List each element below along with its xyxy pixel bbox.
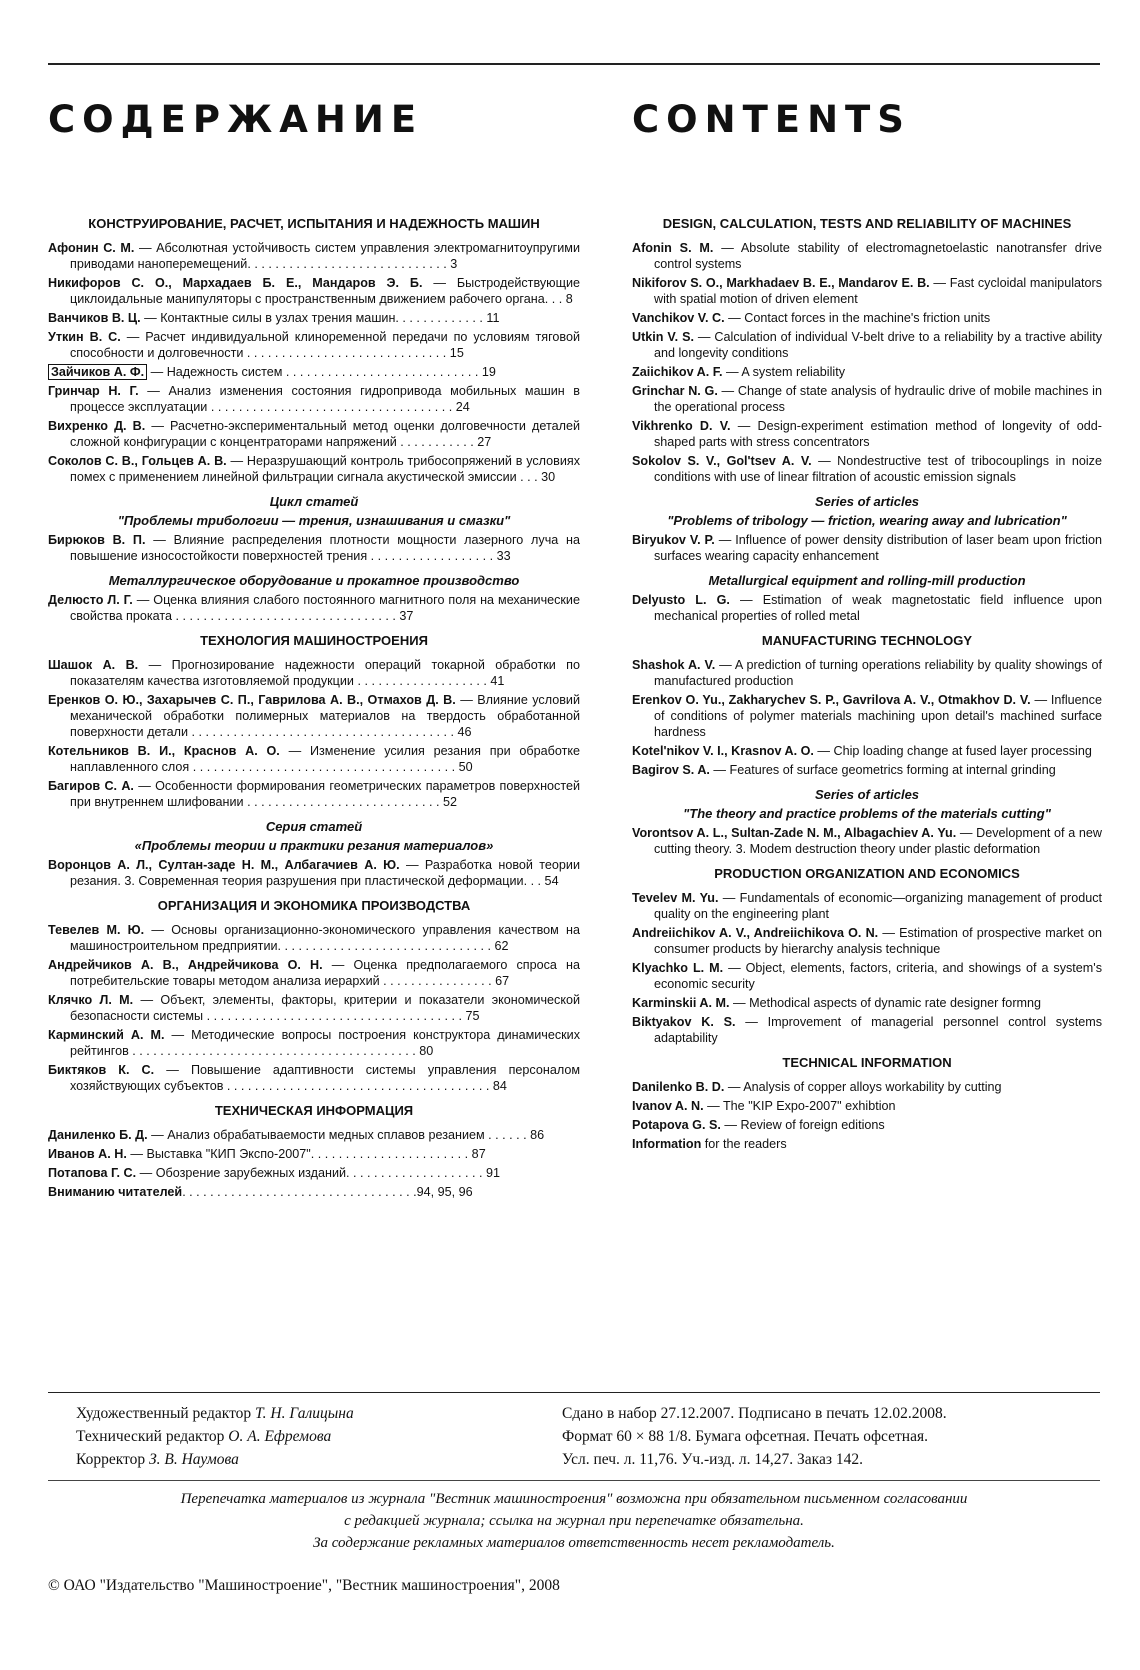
- entry-title: — Influence of conditions of polymer materials machining upon detail's machined surface hardness: [654, 693, 1102, 739]
- toc-entry: [48, 743, 580, 775]
- entry-page: 87: [468, 1147, 486, 1161]
- toc-entry: [48, 1146, 580, 1162]
- imprint-role: Корректор: [76, 1451, 149, 1468]
- entry-authors: Бирюков В. П.: [48, 533, 146, 547]
- entry-authors: Воронцов А. Л., Султан-заде Н. М., Албагачиев А. Ю.: [48, 858, 400, 872]
- toc-section: [632, 633, 1102, 778]
- entry-authors: Information: [632, 1137, 702, 1151]
- toc-entry: [48, 922, 580, 954]
- entry-authors: Shashok A. V.: [632, 658, 716, 672]
- contents-en-column: [632, 216, 1102, 1161]
- toc-entry: [632, 364, 1102, 380]
- toc-section: [48, 1103, 580, 1200]
- notice-line: с редакцией журнала; ссылка на журнал при перепечатке обязательна.: [344, 1513, 804, 1529]
- entry-authors: Utkin V. S.: [632, 330, 694, 344]
- toc-entry: [632, 1117, 1102, 1133]
- toc-entry: [632, 1098, 1102, 1114]
- entry-authors: Vanchikov V. C.: [632, 311, 725, 325]
- entry-page: 3: [446, 257, 458, 271]
- entry-page: 37: [395, 609, 414, 623]
- entry-page: 75: [462, 1009, 480, 1023]
- toc-section: [632, 216, 1102, 485]
- entry-page: 27: [473, 435, 492, 449]
- entry-authors: Bagirov S. A.: [632, 763, 710, 777]
- toc-section: [48, 216, 580, 485]
- toc-entry: [632, 762, 1102, 778]
- entry-authors: Karminskii A. M.: [632, 996, 730, 1010]
- toc-entry: [632, 925, 1102, 957]
- entry-title: — Оценка влияния слабого постоянного магнитного поля на механические свойства проката . . . . . . . . . . . . . . . . . . . . . . . . . . . . . . . .: [70, 593, 580, 623]
- entry-page: 54: [541, 874, 559, 888]
- entry-page: 46: [453, 725, 472, 739]
- entry-page: 67: [491, 974, 510, 988]
- toc-entry: [48, 383, 580, 415]
- notice-rule: [48, 1480, 1100, 1481]
- entry-title: — Разработка новой теории резания. 3. Современная теория разрушения при пластической деформации. . .: [70, 858, 580, 888]
- toc-entry: [48, 957, 580, 989]
- entry-authors: Nikiforov S. O., Markhadaev B. E., Mandarov E. B.: [632, 276, 930, 290]
- entry-title: — Абсолютная устойчивость систем управления электромагнитоупругими приводами наноперемещений. . . . . . . . . . . . . . . . . . . . . . . . . . . . .: [70, 241, 580, 271]
- title-en: CONTENTS: [632, 98, 911, 141]
- toc-entry: [632, 592, 1102, 624]
- entry-title: — Influence of power density distribution of laser beam upon friction surfaces wearing capacity enhancement: [654, 533, 1102, 563]
- entry-title: — Основы организационно-экономического управления качеством на машиностроительном предприятии. . . . . . . . . . . . . . . . . . . . . . . . . . . . . . .: [70, 923, 580, 953]
- toc-section: [632, 494, 1102, 564]
- imprint-staff: [76, 1402, 354, 1471]
- toc-entry: [632, 453, 1102, 485]
- imprint-role: Художественный редактор: [76, 1405, 256, 1422]
- imprint-line: Сдано в набор 27.12.2007. Подписано в печать 12.02.2008.: [562, 1405, 947, 1422]
- entry-title: — Review of foreign editions: [720, 1118, 885, 1132]
- entry-authors: Биктяков К. С.: [48, 1063, 155, 1077]
- entry-title: — A system reliability: [722, 365, 845, 379]
- toc-entry: [632, 329, 1102, 361]
- notice-line: Перепечатка материалов из журнала "Вестник машиностроения" возможна при обязательном письменном согласовании: [180, 1491, 968, 1507]
- entry-page: 19: [478, 365, 496, 379]
- toc-entry: [632, 743, 1102, 759]
- toc-entry: [632, 995, 1102, 1011]
- toc-entry: [632, 310, 1102, 326]
- entry-page: 24: [452, 400, 470, 414]
- title-ru: СОДЕРЖАНИЕ: [48, 98, 424, 141]
- toc-entry: [48, 657, 580, 689]
- section-heading: Series of articles: [814, 787, 920, 802]
- toc-entry: [632, 418, 1102, 450]
- toc-section: [48, 819, 580, 889]
- section-heading: DESIGN, CALCULATION, TESTS AND RELIABILITY OF MACHINES: [662, 216, 1072, 231]
- imprint-line: Формат 60 × 88 1/8. Бумага офсетная. Печать офсетная.: [562, 1428, 928, 1445]
- toc-entry: [48, 275, 580, 307]
- entry-authors: Багиров С. А.: [48, 779, 134, 793]
- section-heading: TECHNICAL INFORMATION: [782, 1055, 952, 1070]
- entry-title: — Оценка предполагаемого спроса на потребительские товары методом анализа иерархий . . . . . . . . . . . . . . . .: [70, 958, 580, 988]
- entry-authors: Афонин С. М.: [48, 241, 135, 255]
- toc-entry: [632, 1136, 1102, 1152]
- entry-authors: Erenkov O. Yu., Zakharychev S. P., Gavrilova A. V., Otmakhov D. V.: [632, 693, 1031, 707]
- toc-section: [48, 898, 580, 1094]
- toc-entry: [632, 275, 1102, 307]
- entry-title: — Прогнозирование надежности операций токарной обработки по показателям качества изготовляемой продукции . . . . . . . . . . . . . . . . . . .: [70, 658, 580, 688]
- entry-title: — Изменение усилия резания при обработке наплавленного слоя . . . . . . . . . . . . . . . . . . . . . . . . . . . . . . . . . . . . . .: [70, 744, 581, 774]
- entry-authors: Никифоров С. О., Мархадаев Б. Е., Мандаров Э. Б.: [48, 276, 423, 290]
- entry-title: — Неразрушающий контроль трибосопряжений в условиях помех с применением линейной фильтрации сигнала акустической эмиссии . . .: [70, 454, 581, 484]
- entry-authors: Biktyakov K. S.: [632, 1015, 736, 1029]
- entry-authors: Котельников В. И., Краснов А. О.: [48, 744, 280, 758]
- entry-title: — Design-experiment estimation method of longevity of odd-shaped parts with stress concentrators: [654, 419, 1102, 449]
- entry-title: . . . . . . . . . . . . . . . . . . . . . . . . . . . . . . . . . .: [182, 1185, 417, 1199]
- entry-title: — The "KIP Expo-2007" exhibtion: [703, 1099, 896, 1113]
- imprint-line: Усл. печ. л. 11,76. Уч.-изд. л. 14,27. Заказ 142.: [562, 1451, 863, 1468]
- entry-page: 52: [439, 795, 458, 809]
- entry-authors: Потапова Г. С.: [48, 1166, 137, 1180]
- entry-title: — Fundamentals of economic—organizing management of product quality on the engineering plant: [654, 891, 1102, 921]
- entry-title: — Надежность систем . . . . . . . . . . . . . . . . . . . . . . . . . . . .: [147, 365, 479, 379]
- entry-authors: Vikhrenko D. V.: [632, 419, 731, 433]
- entry-authors: Гринчар Н. Г.: [48, 384, 139, 398]
- entry-authors: Vorontsov A. L., Sultan-Zade N. M., Albagachiev A. Yu.: [632, 826, 957, 840]
- entry-title: — Analysis of copper alloys workability by cutting: [724, 1080, 1002, 1094]
- imprint-name: О. А. Ефремова: [228, 1428, 332, 1445]
- entry-page: 86: [526, 1128, 545, 1142]
- entry-title: — Estimation of weak magnetostatic field influence upon mechanical properties of rolled metal: [654, 593, 1103, 623]
- toc-section: [48, 633, 580, 810]
- entry-page: 11: [482, 311, 500, 325]
- imprint-role: Технический редактор: [76, 1428, 229, 1445]
- entry-title: — Calculation of individual V-belt drive to a reliability by a tractive ability and longevity conditions: [654, 330, 1102, 360]
- notice-line: За содержание рекламных материалов ответственность несет рекламодатель.: [313, 1535, 835, 1551]
- toc-entry: [632, 960, 1102, 992]
- entry-authors: Андрейчиков А. В., Андрейчикова О. Н.: [48, 958, 323, 972]
- toc-entry: [48, 1062, 580, 1094]
- entry-authors: Andreiichikov A. V., Andreiichikova O. N.: [632, 926, 879, 940]
- entry-title: — Контактные силы в узлах трения машин. . . . . . . . . . . . .: [140, 311, 483, 325]
- section-heading: Металлургическое оборудование и прокатное производство: [108, 573, 520, 588]
- entry-title: — Features of surface geometrics forming at internal grinding: [709, 763, 1056, 777]
- entry-title: — Выставка "КИП Экспо-2007". . . . . . . . . . . . . . . . . . . . . . .: [126, 1147, 469, 1161]
- imprint-rule: [48, 1392, 1100, 1393]
- entry-title: — Improvement of managerial personnel control systems adaptability: [654, 1015, 1102, 1045]
- entry-authors: Уткин В. С.: [48, 330, 121, 344]
- toc-entry: [48, 778, 580, 810]
- entry-authors: Ванчиков В. Ц.: [48, 311, 141, 325]
- entry-title: — Contact forces in the machine's friction units: [724, 311, 991, 325]
- section-heading: Series of articles: [814, 494, 920, 509]
- entry-authors: Biryukov V. P.: [632, 533, 715, 547]
- entry-title: — Обозрение зарубежных изданий. . . . . . . . . . . . . . . . . . . .: [136, 1166, 483, 1180]
- entry-authors: Делюсто Л. Г.: [48, 593, 133, 607]
- entry-title: — Development of a new cutting theory. 3. Modem destruction theory under plastic deformation: [654, 826, 1102, 856]
- imprint-name: Т. Н. Галицына: [255, 1405, 354, 1422]
- entry-title: — Анализ обрабатываемости медных сплавов резанием . . . . . .: [147, 1128, 527, 1142]
- entry-page: 50: [455, 760, 473, 774]
- entry-authors: Тевелев М. Ю.: [48, 923, 145, 937]
- entry-authors: Ivanov A. N.: [632, 1099, 704, 1113]
- toc-section: [632, 866, 1102, 1046]
- toc-entry: [48, 453, 580, 485]
- entry-title: — Change of state analysis of hydraulic drive of mobile machines in the operational process: [654, 384, 1102, 414]
- entry-page: 94, 95, 96: [416, 1185, 473, 1199]
- toc-entry: [48, 329, 580, 361]
- entry-authors: Tevelev M. Yu.: [632, 891, 719, 905]
- entry-title: — Влияние условий механической обработки полимерных материалов на твердость обработанной поверхности детали . . . . . . . . . . . . . . . . . . . . . . . . . . . . . . . . . . . . . .: [70, 693, 580, 739]
- toc-entry: [632, 532, 1102, 564]
- entry-authors: Danilenko B. D.: [632, 1080, 725, 1094]
- entry-authors: Вниманию читателей: [48, 1185, 183, 1199]
- entry-page: 80: [415, 1044, 434, 1058]
- toc-entry: [632, 890, 1102, 922]
- section-heading: Metallurgical equipment and rolling-mill production: [708, 573, 1026, 588]
- entry-authors: Grinchar N. G.: [632, 384, 718, 398]
- toc-entry: [48, 310, 580, 326]
- section-heading: Серия статей: [265, 819, 363, 834]
- entry-title: for the readers: [701, 1137, 787, 1151]
- contents-ru-column: [48, 216, 580, 1209]
- imprint-print-details: [562, 1402, 947, 1471]
- section-heading: PRODUCTION ORGANIZATION AND ECONOMICS: [714, 866, 1020, 881]
- toc-entry: [48, 992, 580, 1024]
- section-heading: ОРГАНИЗАЦИЯ И ЭКОНОМИКА ПРОИЗВОДСТВА: [157, 898, 471, 913]
- toc-entry: [48, 1184, 580, 1200]
- entry-title: — Nondestructive test of tribocouplings in noize conditions with use of linear filtration of acoustic emission signals: [654, 454, 1102, 484]
- top-rule: [48, 63, 1100, 65]
- toc-section: [48, 494, 580, 564]
- toc-entry: [632, 825, 1102, 857]
- section-subheading: «Проблемы теории и практики резания материалов»: [134, 838, 494, 853]
- section-subheading: "Проблемы трибологии — трения, изнашивания и смазки": [117, 513, 511, 528]
- section-heading: MANUFACTURING TECHNOLOGY: [761, 633, 973, 648]
- entry-title: — Расчетно-экспериментальный метод оценки долговечности деталей сложной конфигурации с концентраторами напряжений . . . . . . . . . . .: [70, 419, 580, 449]
- toc-entry: [48, 692, 580, 740]
- entry-title: — Absolute stability of electromagnetoelastic nanotransfer drive control systems: [654, 241, 1102, 271]
- toc-entry: [632, 1014, 1102, 1046]
- toc-entry: [632, 657, 1102, 689]
- entry-authors: Клячко Л. М.: [48, 993, 134, 1007]
- entry-authors: Соколов С. В., Гольцев А. В.: [48, 454, 227, 468]
- entry-page: 91: [482, 1166, 501, 1180]
- entry-title: — A prediction of turning operations reliability by quality showings of manufactured production: [654, 658, 1102, 688]
- entry-authors: Шашок А. В.: [48, 658, 139, 672]
- entry-authors: Еренков О. Ю., Захарычев С. П., Гаврилова А. В., Отмахов Д. В.: [48, 693, 456, 707]
- entry-page: 41: [486, 674, 505, 688]
- entry-authors: Вихренко Д. В.: [48, 419, 146, 433]
- entry-page: 30: [537, 470, 556, 484]
- toc-entry: [48, 592, 580, 624]
- reprint-notice: [48, 1488, 1100, 1554]
- toc-entry: [48, 1165, 580, 1181]
- toc-entry: [632, 383, 1102, 415]
- section-subheading: "The theory and practice problems of the materials cutting": [683, 806, 1051, 821]
- entry-title: — Повышение адаптивности системы управления персоналом хозяйствующих субъектов . . . . . . . . . . . . . . . . . . . . . . . . . . . . . . . . . . . . . .: [70, 1063, 580, 1093]
- section-heading: ТЕХНОЛОГИЯ МАШИНОСТРОЕНИЯ: [200, 633, 428, 648]
- toc-entry: [632, 1079, 1102, 1095]
- entry-title: — Расчет индивидуальной клиноременной передачи по условиям тяговой способности и долговечности . . . . . . . . . . . . . . . . . . . . . . . . . . . . .: [70, 330, 580, 360]
- copyright: © ОАО "Издательство "Машиностроение", "Вестник машиностроения", 2008: [48, 1577, 560, 1594]
- toc-entry: [48, 240, 580, 272]
- toc-entry: [632, 692, 1102, 740]
- entry-title: — Object, elements, factors, criteria, and showings of a system's economic security: [654, 961, 1102, 991]
- entry-title: — Объект, элементы, факторы, критерии и показатели экономической безопасности системы . . . . . . . . . . . . . . . . . . . . . . . . . . . . . . . . . . . . .: [70, 993, 581, 1023]
- entry-page: 33: [493, 549, 511, 563]
- entry-title: — Estimation of prospective market on consumer products by hierarchy analysis technique: [654, 926, 1102, 956]
- entry-authors: Afonin S. M.: [632, 241, 714, 255]
- section-heading: КОНСТРУИРОВАНИЕ, РАСЧЕТ, ИСПЫТАНИЯ И НАДЕЖНОСТЬ МАШИН: [88, 216, 540, 231]
- toc-entry: [48, 532, 580, 564]
- section-subheading: "Problems of tribology — friction, wearing away and lubrication": [667, 513, 1067, 528]
- toc-entry: [48, 1127, 580, 1143]
- toc-section: [48, 573, 580, 624]
- toc-entry: [632, 240, 1102, 272]
- entry-authors: Potapova G. S.: [632, 1118, 721, 1132]
- section-heading: Цикл статей: [269, 494, 359, 509]
- entry-title: — Chip loading change at fused layer processing: [813, 744, 1092, 758]
- entry-authors: Zaiichikov A. F.: [632, 365, 723, 379]
- toc-entry: [48, 364, 580, 380]
- toc-section: [632, 787, 1102, 857]
- section-heading: ТЕХНИЧЕСКАЯ ИНФОРМАЦИЯ: [214, 1103, 414, 1118]
- entry-title: — Methodical aspects of dynamic rate designer formng: [729, 996, 1042, 1010]
- entry-title: — Влияние распределения плотности мощности лазерного луча на повышение износостойкости поверхностей трения . . . . . . . . . . . . . . . . . .: [70, 533, 580, 563]
- entry-title: — Fast cycloidal manipulators with spatial motion of driven element: [654, 276, 1102, 306]
- toc-entry: [48, 418, 580, 450]
- toc-entry: [48, 857, 580, 889]
- entry-page: 15: [446, 346, 464, 360]
- entry-authors: Klyachko L. M.: [632, 961, 724, 975]
- imprint-line: [76, 1448, 354, 1471]
- entry-authors: Kotel'nikov V. I., Krasnov A. O.: [632, 744, 814, 758]
- toc-entry: [48, 1027, 580, 1059]
- toc-section: [632, 1055, 1102, 1152]
- entry-title: — Особенности формирования геометрических параметров поверхностей при внутреннем шлифовании . . . . . . . . . . . . . . . . . . . . . . . . . . . .: [70, 779, 581, 809]
- entry-title: — Анализ изменения состояния гидропривода мобильных машин в процессе эксплуатации . . . . . . . . . . . . . . . . . . . . . . . . . . . . . . . . . . .: [70, 384, 580, 414]
- imprint-line: [76, 1402, 354, 1425]
- entry-authors: Иванов А. Н.: [48, 1147, 127, 1161]
- toc-section: [632, 573, 1102, 624]
- entry-authors: Карминский А. М.: [48, 1028, 165, 1042]
- entry-title: — Методические вопросы построения конструктора динамических рейтингов . . . . . . . . . . . . . . . . . . . . . . . . . . . . . . . . . . . . . . . . .: [70, 1028, 580, 1058]
- imprint-line: [76, 1425, 354, 1448]
- entry-authors: Delyusto L. G.: [632, 593, 730, 607]
- imprint-name: З. В. Наумова: [148, 1451, 239, 1468]
- entry-authors: Sokolov S. V., Gol'tsev A. V.: [632, 454, 812, 468]
- entry-authors: Зайчиков А. Ф.: [48, 364, 147, 380]
- entry-page: 8: [562, 292, 573, 306]
- entry-page: 62: [490, 939, 509, 953]
- entry-authors: Даниленко Б. Д.: [48, 1128, 148, 1142]
- entry-page: 84: [489, 1079, 507, 1093]
- entry-title: — Быстродействующие циклоидальные манипуляторы с пространственным движением рабочего органа. . .: [70, 276, 580, 306]
